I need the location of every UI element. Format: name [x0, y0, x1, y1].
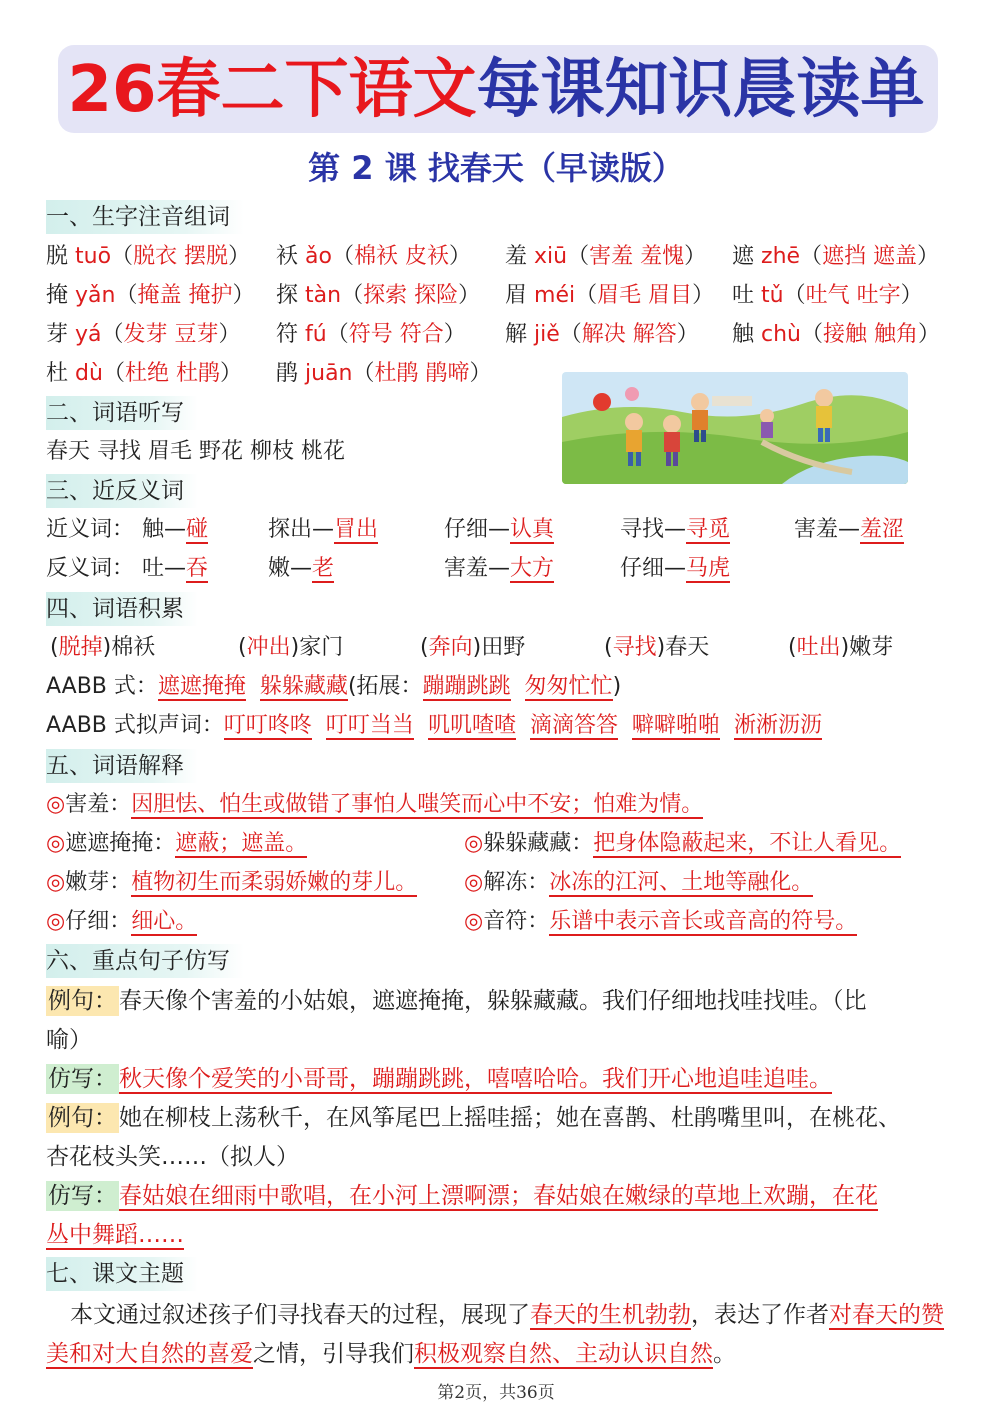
char-entry: 符 fú（符号 符合） [276, 322, 466, 347]
explanation-item: ◎遮遮掩掩：遮蔽；遮盖。 [46, 831, 308, 856]
page-number: 第2页，共36页 [437, 1383, 555, 1403]
explanation-item: ◎仔细：细心。 [46, 909, 198, 934]
char-entry: 掩 yǎn（掩盖 掩护） [46, 283, 255, 308]
antonym-pair: 嫩—老 [268, 556, 335, 581]
char-entry: 杜 dù（杜绝 杜鹃） [46, 361, 242, 386]
antonym-label: 反义词： [46, 556, 135, 581]
char-entry: 羞 xiū（害羞 羞愧） [505, 244, 707, 269]
imitation-sentence-1: 仿写：秋天像个爱笑的小哥哥，蹦蹦跳跳，嘻嘻哈哈。我们开心地追哇追哇。 [48, 1066, 832, 1092]
section-title-4: 四、词语积累 [46, 592, 198, 626]
explanation-item: ◎害羞：因胆怯、怕生或做错了事怕人嗤笑而心中不安；怕难为情。 [46, 792, 704, 817]
char-entry: 吐 tǔ（吐气 吐字） [732, 283, 923, 308]
section-title-1: 一、生字注音组词 [46, 200, 244, 234]
char-entry: 鹃 juān（杜鹃 鹃啼） [276, 361, 492, 386]
section-title-7: 七、课文主题 [46, 1257, 198, 1291]
synonym-label: 近义词： [46, 517, 135, 542]
example-sentence-1: 例句：春天像个害羞的小姑娘，遮遮掩掩，躲躲藏藏。我们仔细地找哇找哇。（比 喻） [46, 988, 867, 1053]
antonym-pair: 害羞—大方 [444, 556, 555, 581]
lesson-subtitle: 第 2 课 找春天（早读版） [308, 149, 684, 187]
onomatopoeia-line: AABB 式拟声词：叮叮咚咚 叮叮当当 叽叽喳喳 滴滴答答 噼噼啪啪 淅淅沥沥 [46, 713, 822, 738]
spring-illustration [562, 372, 908, 484]
antonym-pair: 吐—吞 [142, 556, 209, 581]
aabb-line: AABB 式：遮遮掩掩 躲躲藏藏(拓展：蹦蹦跳跳 匆匆忙忙) [46, 674, 622, 699]
synonym-pair: 寻找—寻觅 [620, 517, 731, 542]
explanation-item: ◎嫩芽：植物初生而柔弱娇嫩的芽儿。 [46, 870, 418, 895]
section-title-6: 六、重点句子仿写 [46, 944, 244, 978]
explanation-item: ◎音符：乐谱中表示音长或音高的符号。 [464, 909, 858, 934]
theme-paragraph: 本文通过叙述孩子们寻找春天的过程，展现了春天的生机勃勃，表达了作者对春天的赞美和对大自然的喜爱之情，引导我们积极观察自然、主动认识自然。 [46, 1302, 944, 1367]
explanation-item: ◎解冻：冰冻的江河、土地等融化。 [464, 870, 814, 895]
phrase-fill: (寻找)春天 [604, 635, 710, 660]
phrase-fill: (吐出)嫩芽 [788, 635, 894, 660]
phrase-fill: (脱掉)棉袄 [50, 635, 156, 660]
char-entry: 探 tàn（探索 探险） [276, 283, 481, 308]
phrase-fill: (奔向)田野 [420, 635, 526, 660]
explanation-item: ◎躲躲藏藏：把身体隐蔽起来，不让人看见。 [464, 831, 902, 856]
synonym-pair: 仔细—认真 [444, 517, 555, 542]
char-entry: 解 jiě（解决 解答） [505, 322, 699, 347]
char-entry: 眉 méi（眉毛 眉目） [505, 283, 715, 308]
synonym-pair: 探出—冒出 [268, 517, 379, 542]
antonym-pair: 仔细—马虎 [620, 556, 731, 581]
title-part1: 26春二下语文 [67, 53, 477, 127]
synonym-pair: 害羞—羞涩 [794, 517, 905, 542]
section-title-3: 三、近反义词 [46, 474, 198, 508]
imitation-sentence-2: 仿写：春姑娘在细雨中歌唱，在小河上漂啊漂；春姑娘在嫩绿的草地上欢蹦，在花 丛中舞蹈…… [46, 1183, 878, 1248]
char-entry: 袄 ǎo（棉袄 皮袄） [276, 244, 471, 269]
synonym-pair: 触—碰 [142, 517, 209, 542]
char-entry: 芽 yá（发芽 豆芽） [46, 322, 241, 347]
char-entry: 脱 tuō（脱衣 摆脱） [46, 244, 251, 269]
page-title [0, 50, 992, 130]
char-entry: 触 chù（接触 触角） [732, 322, 941, 347]
char-entry: 遮 zhē（遮挡 遮盖） [732, 244, 940, 269]
title-part2: 每课知识晨读单 [476, 53, 925, 127]
section-title-2: 二、词语听写 [46, 396, 198, 430]
phrase-fill: (冲出)家门 [238, 635, 344, 660]
example-sentence-2: 例句：她在柳枝上荡秋千，在风筝尾巴上摇哇摇；她在喜鹊、杜鹃嘴里叫，在桃花、 杏花枝头笑……（拟人） [46, 1105, 901, 1170]
dictation-words: 春天 寻找 眉毛 野花 柳枝 桃花 [46, 439, 345, 464]
section-title-5: 五、词语解释 [46, 749, 198, 783]
